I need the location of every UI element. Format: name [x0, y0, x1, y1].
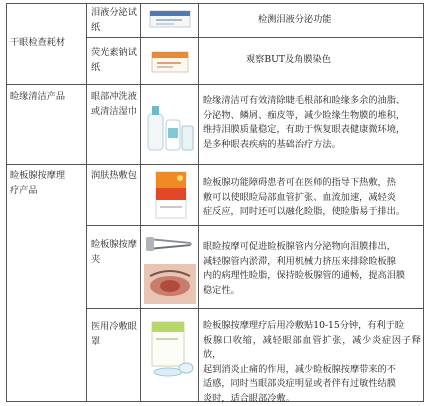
product-image: [144, 264, 196, 304]
product-name: 荧光素钠试 纸: [91, 47, 137, 73]
product-image: [150, 168, 192, 222]
category-label: 睑板腺按摩理 疗产品: [10, 170, 66, 196]
row-divider: [86, 308, 423, 309]
table-top-border: [6, 3, 423, 4]
product-description: 睑板腺按摩理疗后用冷敷贴10-15分钟，有利于睑 板腺口收缩，减轻眼部血管扩张，减少炎症因子释放， 起到消炎止痛的作用，减少睑板腺按摩带来的不 适感，同时当眼部炎症明显或者伴有过敏性结膜 炎时，适合眼部冷敷。: [203, 320, 421, 404]
product-image: [144, 98, 196, 158]
product-description: 检测泪液分泌功能: [258, 14, 332, 25]
product-description: 睑板腺功能障碍患者可在医师的指导下热敷，热 敷可以使眼睑局部血管扩张、血流加速，减轻炎 症反应，同时还可以融化睑脂，使睑脂易于排出。: [203, 177, 406, 217]
product-name: 润肤热敷包: [91, 170, 137, 181]
column-divider: [140, 3, 141, 402]
product-name: 眼部冲洗液 或清洁湿巾: [91, 91, 137, 117]
product-description: 眼睑按摩可促进睑板腺管内分泌物向泪膜排出， 减轻腺管内淤滞，利用机械力挤压来排除睑板腺 内的病理性睑脂，保持睑板腺管的通畅，提高泪膜 稳定性。: [203, 241, 406, 296]
product-image: [146, 8, 194, 32]
table-right-border: [423, 3, 424, 402]
row-divider: [86, 37, 423, 38]
column-divider: [86, 3, 87, 402]
product-description: 睑缘清洁可有效清除睫毛根部和睑缘多余的油脂、 分泌物、鳞屑、痂皮等，减少睑缘生物膜的堆积， 维持泪膜质量稳定，有助于恢复眼表健康微环境， 是多种眼表疾病的基础治疗方法。: [203, 95, 406, 150]
product-name: 医用冷敷眼 罩: [91, 321, 137, 347]
product-image: [146, 44, 194, 78]
table-left-border: [6, 3, 7, 402]
product-description: 观察BUT及角膜染色: [246, 54, 331, 65]
row-divider: [86, 225, 423, 226]
category-label: 睑缘清洁产品: [10, 91, 66, 102]
product-name: 睑板腺按摩 夹: [91, 239, 137, 265]
row-divider: [6, 84, 423, 85]
product-name: 泪液分泌试 纸: [91, 7, 137, 33]
product-image: [144, 228, 196, 262]
product-image: [146, 318, 196, 380]
row-divider: [6, 164, 423, 165]
category-label: 干眼检查耗材: [10, 37, 66, 48]
column-divider: [198, 3, 199, 402]
